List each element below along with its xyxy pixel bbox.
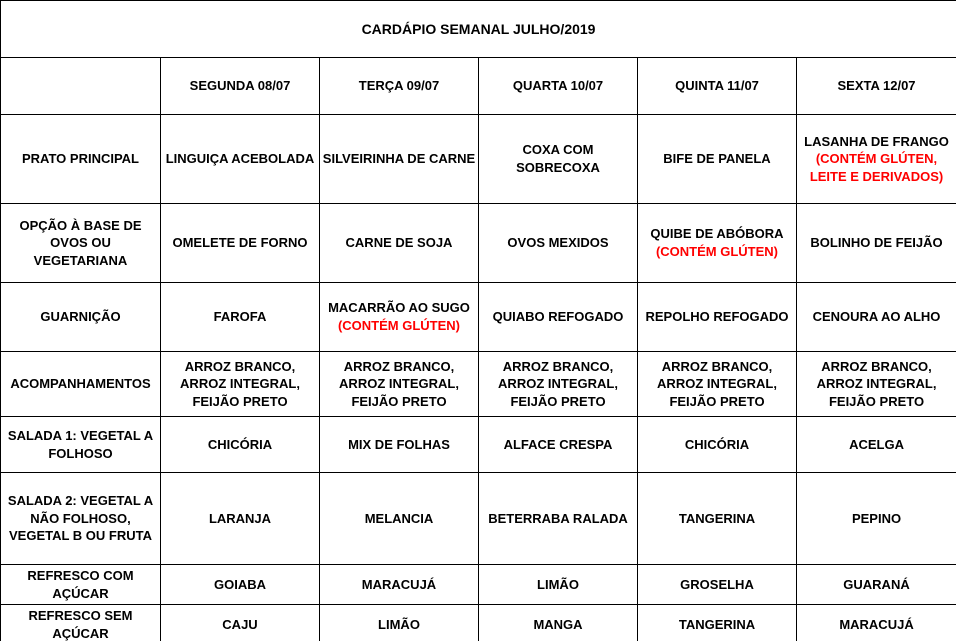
menu-cell bbox=[479, 115, 638, 204]
dish-text: OVOS MEXIDOS bbox=[507, 235, 609, 251]
allergen-note: (CONTÉM GLÚTEN, LEITE E DERIVADOS) bbox=[809, 151, 944, 184]
dish-text: PEPINO bbox=[851, 510, 902, 526]
dish-text: QUIABO REFOGADO bbox=[492, 309, 624, 325]
table-row-refresco-sem-acucar bbox=[1, 605, 956, 641]
menu-cell bbox=[479, 204, 638, 283]
dish-text: CAJU bbox=[222, 616, 258, 632]
dish-text: REPOLHO REFOGADO bbox=[645, 309, 789, 325]
menu-cell bbox=[320, 605, 479, 641]
dish-text: FAROFA bbox=[213, 309, 267, 325]
menu-cell bbox=[638, 352, 797, 417]
dish-text: CENOURA AO ALHO bbox=[812, 309, 941, 325]
dish-text: ARROZ BRANCO, ARROZ INTEGRAL, FEIJÃO PRETO bbox=[498, 358, 618, 409]
menu-cell bbox=[797, 605, 956, 641]
day-header-tuesday: TERÇA 09/07 bbox=[320, 58, 479, 115]
table-row-refresco-com-acucar bbox=[1, 565, 956, 605]
menu-cell bbox=[161, 283, 320, 352]
table-row-acompanhamentos bbox=[1, 352, 956, 417]
page-title: CARDÁPIO SEMANAL JULHO/2019 bbox=[1, 1, 956, 58]
dish-text: TANGERINA bbox=[678, 510, 756, 526]
dish-text: MARACUJÁ bbox=[839, 616, 914, 632]
menu-cell bbox=[479, 565, 638, 605]
table-row-opcao-ovos-vegetariana bbox=[1, 204, 956, 283]
dish-text: MIX DE FOLHAS bbox=[348, 436, 450, 452]
day-header-monday: SEGUNDA 08/07 bbox=[161, 58, 320, 115]
dish-text: CHICÓRIA bbox=[684, 436, 750, 452]
menu-cell bbox=[161, 204, 320, 283]
menu-cell bbox=[797, 352, 956, 417]
menu-cell bbox=[320, 115, 479, 204]
row-label: ACOMPANHAMENTOS bbox=[1, 352, 161, 417]
dish-text: OMELETE DE FORNO bbox=[172, 235, 308, 251]
dish-text: GUARANÁ bbox=[843, 576, 910, 592]
row-label: SALADA 2: VEGETAL A NÃO FOLHOSO, VEGETAL B OU FRUTA bbox=[1, 473, 161, 565]
menu-cell bbox=[320, 204, 479, 283]
dish-text: BOLINHO DE FEIJÃO bbox=[810, 235, 943, 251]
dish-text: CHICÓRIA bbox=[207, 436, 273, 452]
menu-cell bbox=[797, 204, 956, 283]
dish-text: ACELGA bbox=[849, 436, 904, 452]
dish-text: TANGERINA bbox=[678, 616, 756, 632]
row-label: REFRESCO COM AÇÚCAR bbox=[1, 565, 161, 605]
dish-text: BETERRABA RALADA bbox=[488, 510, 628, 526]
dish-text: MANGA bbox=[533, 616, 583, 632]
menu-cell bbox=[638, 605, 797, 641]
table-row-guarnicao bbox=[1, 283, 956, 352]
dish-text: COXA COM SOBRECOXA bbox=[516, 142, 600, 175]
dish-text: LIMÃO bbox=[378, 616, 420, 632]
menu-cell bbox=[638, 565, 797, 605]
corner-cell bbox=[1, 58, 161, 115]
dish-text: SILVEIRINHA DE CARNE bbox=[322, 151, 476, 167]
day-header-friday: SEXTA 12/07 bbox=[797, 58, 956, 115]
menu-cell bbox=[797, 565, 956, 605]
menu-cell bbox=[797, 417, 956, 473]
menu-cell bbox=[638, 204, 797, 283]
dish-text: ARROZ BRANCO, ARROZ INTEGRAL, FEIJÃO PRETO bbox=[816, 358, 937, 409]
menu-cell bbox=[638, 115, 797, 204]
menu-cell bbox=[638, 473, 797, 565]
menu-cell bbox=[797, 115, 956, 204]
menu-cell bbox=[479, 352, 638, 417]
menu-cell bbox=[479, 473, 638, 565]
menu-cell bbox=[161, 417, 320, 473]
row-label: PRATO PRINCIPAL bbox=[1, 115, 161, 204]
dish-text: ARROZ BRANCO, ARROZ INTEGRAL, FEIJÃO PRETO bbox=[180, 358, 300, 409]
dish-text: LIMÃO bbox=[537, 576, 579, 592]
dish-text: QUIBE DE ABÓBORA bbox=[650, 226, 784, 242]
menu-cell bbox=[638, 417, 797, 473]
menu-cell bbox=[479, 605, 638, 641]
dish-text: BIFE DE PANELA bbox=[663, 151, 771, 167]
row-label: REFRESCO SEM AÇÚCAR bbox=[1, 605, 161, 641]
menu-cell bbox=[320, 417, 479, 473]
allergen-note: (CONTÉM GLÚTEN) bbox=[655, 244, 779, 259]
row-label: SALADA 1: VEGETAL A FOLHOSO bbox=[1, 417, 161, 473]
dish-text: CARNE DE SOJA bbox=[345, 235, 453, 251]
menu-cell bbox=[797, 283, 956, 352]
table-row-salada-1 bbox=[1, 417, 956, 473]
row-label: OPÇÃO À BASE DE OVOS OU VEGETARIANA bbox=[1, 204, 161, 283]
menu-cell bbox=[161, 605, 320, 641]
title-row bbox=[1, 1, 956, 58]
dish-text: LINGUIÇA ACEBOLADA bbox=[165, 151, 315, 167]
menu-cell bbox=[320, 565, 479, 605]
menu-cell bbox=[479, 283, 638, 352]
row-label: GUARNIÇÃO bbox=[1, 283, 161, 352]
menu-cell bbox=[638, 283, 797, 352]
menu-cell bbox=[161, 115, 320, 204]
menu-cell bbox=[320, 473, 479, 565]
dish-text: MACARRÃO AO SUGO bbox=[328, 300, 470, 316]
menu-cell bbox=[320, 283, 479, 352]
dish-text: ARROZ BRANCO, ARROZ INTEGRAL, FEIJÃO PRETO bbox=[339, 358, 459, 409]
menu-cell bbox=[479, 417, 638, 473]
menu-cell bbox=[161, 473, 320, 565]
dish-text: ARROZ BRANCO, ARROZ INTEGRAL, FEIJÃO PRETO bbox=[657, 358, 777, 409]
table-row-salada-2 bbox=[1, 473, 956, 565]
allergen-note: (CONTÉM GLÚTEN) bbox=[337, 318, 461, 333]
dish-text: LARANJA bbox=[208, 510, 272, 526]
days-header-row bbox=[1, 58, 956, 115]
menu-cell bbox=[320, 352, 479, 417]
dish-text: GROSELHA bbox=[680, 576, 754, 592]
menu-cell bbox=[161, 352, 320, 417]
dish-text: MELANCIA bbox=[364, 510, 434, 526]
day-header-thursday: QUINTA 11/07 bbox=[638, 58, 797, 115]
day-header-wednesday: QUARTA 10/07 bbox=[479, 58, 638, 115]
table-row-prato-principal bbox=[1, 115, 956, 204]
dish-text: ALFACE CRESPA bbox=[503, 436, 613, 452]
dish-text: MARACUJÁ bbox=[361, 576, 437, 592]
dish-text: LASANHA DE FRANGO bbox=[804, 133, 949, 149]
menu-cell bbox=[797, 473, 956, 565]
menu-cell bbox=[161, 565, 320, 605]
dish-text: GOIABA bbox=[214, 576, 266, 592]
